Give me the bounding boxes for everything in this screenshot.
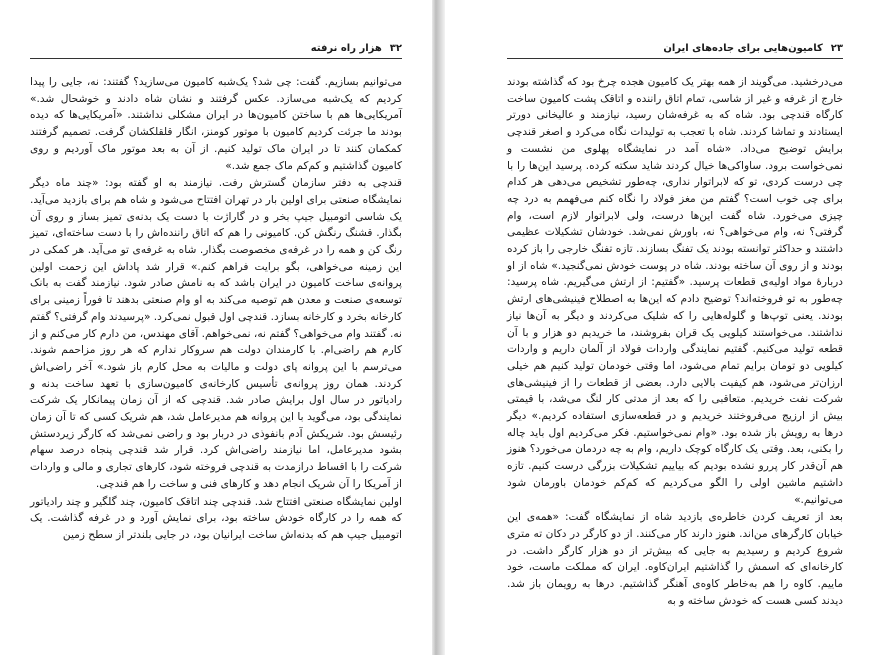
right-paragraph-2: بعد از تعریف کردن خاطره‌ی بازدید شاه از نمایشگاه گفت: «همه‌ی این خیابان کارگرهای من‌اند. هنوز دارند کار می‌کنند. از دو کارگر در دکان ته متری شروع کردیم و رسیدیم به جایی که بیش‌تر از دو هزار کارگر داشت. در کارخانه‌ای که اسمش را گذاشتیم ایران‌کاوه. ایران که مملکت ماست، خود ماییم. کاوه را هم به‌خاطر کاوه‌ی آهنگر گذاشتیم. درها به رویمان باز شد. دیدند کسی هست که خودش ساخته و به — [507, 511, 843, 607]
right-header-rule — [507, 58, 843, 59]
right-page-number: ۲۳ — [830, 43, 843, 54]
left-paragraph-1: می‌توانیم بسازیم. گفت: چی شد؟ یک‌شبه کامیون می‌سازید؟ گفتند: نه، جایی را پیدا کردیم که یک‌شبه می‌سازد. عکس گرفتند و نشان شاه دادند و خوشحال شد.» آمریکایی‌ها هم با ساختن کامیون‌ها در ایران مشکلی نداشتند. «آمریکایی‌ها که دیده بودند ما جرئت کردیم کامیون با موتور کومنز، انگار قلقلکشان گرفت. تصمیم گرفتند کمکمان کنند تا در ایران ماک تولید کنیم. از آن به بعد موتور ماک آوردیم و روی کامیون گذاشتیم و کم‌کم ماک جمع شد.» — [30, 76, 402, 172]
right-page-header — [507, 41, 843, 56]
book-spine-gutter — [432, 0, 445, 655]
left-page-header — [30, 41, 402, 56]
left-running-title: هزار راه نرفته — [310, 43, 382, 54]
left-header-rule — [30, 58, 402, 59]
left-paragraph-3: اولین نمایشگاه صنعتی افتتاح شد. قندچی چند اتاقک کامیون، چند گلگیر و چند رادیاتور که همه را در کارگاه خودش ساخته بود، برای نمایش آورد و در غرفه گذاشت. یک اتومبیل جیپ هم که بدنه‌اش ساخت ایرانیان بود، در جایی بلندتر از سطح زمین — [30, 495, 402, 541]
right-running-title: کامیون‌هایی برای جاده‌های ایران — [663, 43, 823, 54]
left-page-body — [30, 74, 402, 544]
right-page — [445, 0, 877, 655]
right-paragraph-1: می‌درخشید. می‌گویند از همه بهتر یک کامیون هجده چرخ بود که گذاشته بودند خارج از غرفه و غیر از شاسی، تمام اتاق راننده و اتاقک پشت کامیون ساخت کارگاه قندچی بود. شاه که به غرفه‌شان رسید، نیازمند و عالیخانی دورتر ایستادند و تماشا کردند. شاه با تعجب به تولیدات نگاه می‌کرد و اصغر قندچی برایش توضیح می‌داد. «شاه آمد در نمایشگاه پهلوی من نشست و نمی‌خواست برود. ساواکی‌ها خیال کردند شاید سکته کرده. پرسید این‌ها را با چی درست کردی، تو که لابراتوار نداری، چه‌طور تشخیص می‌دهی هر کدام برای چی خوب است؟ گفتم من مغز فولاد را نگاه کنم می‌فهمم به درد چه چیزی می‌خورد. شاه گفت این‌ها درست، ولی لابراتوار لازم است، وام گرفتی؟ نه، وام می‌خواهی؟ نه، باورش نمی‌شد. خودشان تشکیلات عظیمی داشتند و حداکثر توانسته بودند یک تفنگ بسازند. تازه تفنگ خارجی را باز کرده بودند و از روی آن ساخته بودند. شاه در پوست خودش نمی‌گنجید.» شاه از او دربارهٔ مواد اولیه‌ی قطعات پرسید. «گفتیم: از ارتش می‌گیریم. شاه پرسید: چه‌طور به تو فروخته‌اند؟ توضیح دادم که این‌ها به اصطلاح فینیشی‌های ارتش بودند. یعنی توپ‌ها و گلوله‌هایی را که شلیک می‌کردند و دیگر به آن‌ها نیاز نداشتند. می‌خواستند کیلویی یک قران بفروشند، ما خریدیم دو هزار و با آن قطعه تولید می‌کنیم. گفتیم نمایندگی واردات فولاد از آلمان داریم و واردات کیلویی دو تومان برایم تمام می‌شود، اما وقتی خودمان تولید کنیم هم خیلی ارزان‌تر می‌شود، هم کیفیت بالایی دارد. بعضی از قطعات را از فینیشی‌های شرکت نفت خریدیم. متعاقبی را که بعد از مدتی کار لنگ می‌شد، با قیمتی بیش از ارزیج می‌فروختند خریدیم و در قطعه‌سازی استفاده کردیم.» دیگر درها به رویش باز شده بود. «وام نمی‌خواستیم. فکر می‌کردیم اول باید چاله را بکنی، بعد. وقتی یک کارگاه کوچک داریم، وام به چه دردمان می‌خورد؟ هنوز هم آن‌قدر کار پررو نشده بودیم که بیاییم تشکیلات بزرگی درست کنیم. تازه داشتیم ماشین اولی را الگو می‌کردیم که کم‌کم خودمان باورمان شود می‌توانیم.» — [507, 76, 843, 506]
left-paragraph-2: قندچی به دفتر سازمان گسترش رفت. نیازمند به او گفته بود: «چند ماه دیگر نمایشگاه صنعتی برای اولین بار در تهران افتتاح می‌شود و شاه هم برای بازدید می‌آید. یک شاسی اتومبیل جیپ بخر و در گاراژت با دست یک بدنه‌ی تمیز بساز و روی آن بگذار. قشنگ رنگش کن. کامیونی را هم که اتاق راننده‌اش را با دست ساخته‌ای، تمیز رنگ کن و همه را در غرفه‌ی مخصوصت بگذار. شاه به غرفه‌ی تو می‌آید. هر کمکی در این زمینه می‌خواهی، بگو برایت فراهم کنم.» قرار شد پاداش این زحمت اولین پروانه‌ی ساخت کامیون در ایران باشد که به نامش صادر شود. نیازمند گفت به بانک توسعه‌ی صنعت و معدن هم توصیه می‌کند به او وام صنعتی بدهند تا فوراً زمینی برای کارخانه بخرد و کارخانه بسازد. قندچی اول قبول نمی‌کرد. «پرسیدند وام گرفتی؟ گفتم نه. گفتند وام می‌خواهی؟ گفتم نه، نمی‌خواهم. آقای مهندس، من دارم کار می‌کنم و از کارم هم راضی‌ام. با کارمندان دولت هم سروکار ندارم که هر روز مزاحمم شوند. می‌ترسم با این پروانه پای دولت و مالیات به محل کارم باز شود.» آخر راضی‌اش کردند. همان روز پروانه‌ی تأسیس کارخانه‌ی کامیون‌سازی با تعهد ساخت بدنه و رادیاتور در سال اول برایش صادر شد. قندچی که از آن زمان پیمانکار یک شرکت نمایندگی بود، می‌گوید با این پروانه هم مدیرعامل شد، هم شریک کسی که تا آن زمان رئیسش بود. شریکش آدم بانفوذی در دربار بود و راضی نمی‌شد که کارگر زیردستش بشود مدیرعامل، اما نیازمند راضی‌اش کرد. قرار شد قندچی پنجاه درصد سهام شرکت را با اقساط درازمدت به قندچی فروخته شود، کارهای تجاری و مالی و واردات از آمریکا را آن شریک انجام دهد و کارهای فنی و ساخت را هم قندچی. — [30, 177, 402, 490]
right-page-body — [507, 74, 843, 610]
left-page-number: ۳۲ — [389, 43, 402, 54]
left-page — [0, 0, 432, 655]
